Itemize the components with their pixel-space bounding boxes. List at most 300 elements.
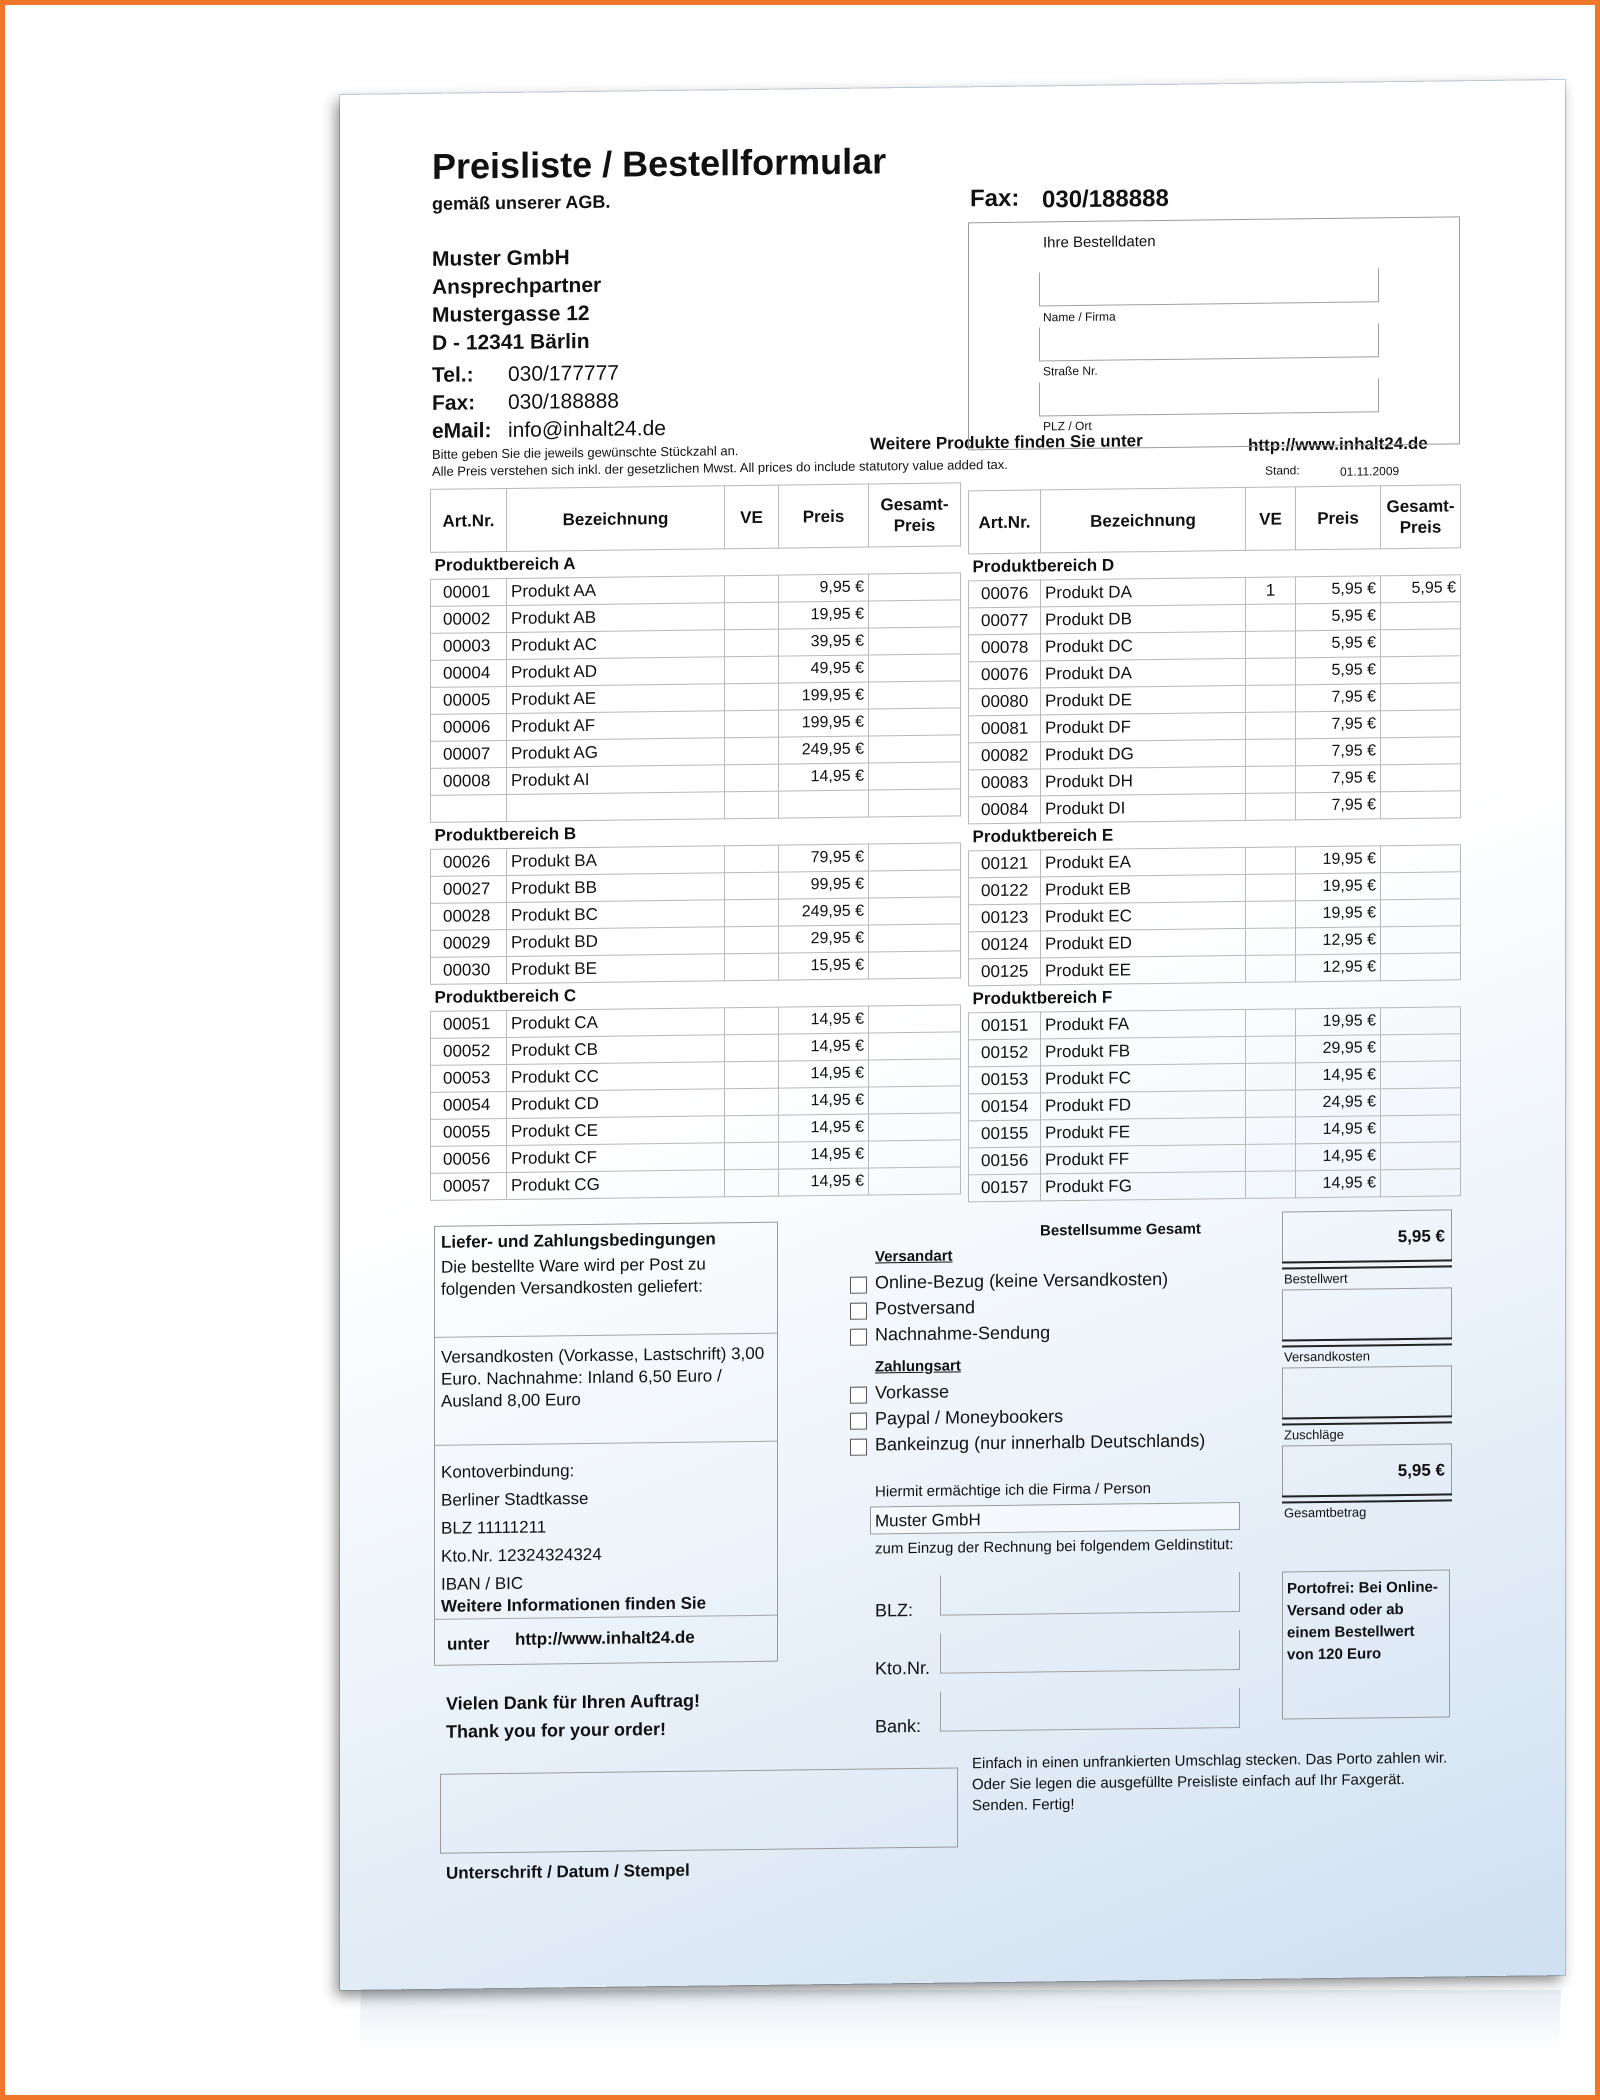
thanks-block xyxy=(446,1687,700,1746)
total-price-cell xyxy=(869,870,961,898)
price-cell: 7,95 € xyxy=(1296,684,1381,712)
quantity-cell[interactable]: 1 xyxy=(1246,577,1296,605)
product-name: Produkt FB xyxy=(1041,1036,1246,1066)
shipping-costs-text: Versandkosten (Vorkasse, Lastschrift) 3,00 Euro. Nachnahme: Inland 6,50 Euro / Ausland 8,00 Euro xyxy=(441,1343,765,1411)
section-title: Produktbereich F xyxy=(969,980,1461,1013)
info-prefix: unter xyxy=(447,1634,490,1654)
product-name: Produkt AI xyxy=(507,765,725,795)
total-price-cell: 5,95 € xyxy=(1381,575,1461,603)
vat-note: Alle Preis verstehen sich inkl. der gesetzlichen Mwst. All prices do include statutory value added tax. xyxy=(432,456,1008,479)
article-number: 00124 xyxy=(969,931,1041,959)
total-price-cell xyxy=(1381,1034,1461,1062)
quantity-cell[interactable] xyxy=(725,683,779,711)
product-name: Produkt EC xyxy=(1041,901,1246,931)
city: D - 12341 Bärlin xyxy=(432,329,590,355)
total-price-cell xyxy=(1381,656,1461,684)
quantity-cell[interactable] xyxy=(1246,766,1296,794)
product-name: Produkt DA xyxy=(1041,577,1246,607)
total-price-cell xyxy=(869,843,961,871)
col-ve: VE xyxy=(1246,487,1296,551)
terms-text: Die bestellte Ware wird per Post zu folgenden Versandkosten geliefert: xyxy=(441,1254,706,1299)
price-cell: 14,95 € xyxy=(779,1060,869,1088)
contact-person: Ansprechpartner xyxy=(432,273,602,299)
price-table-right xyxy=(968,484,1461,1202)
col-gesamt: Gesamt-Preis xyxy=(1381,485,1461,549)
price-cell: 19,95 € xyxy=(1296,873,1381,901)
article-number: 00082 xyxy=(969,742,1041,770)
article-number: 00076 xyxy=(969,661,1041,689)
product-name: Produkt EB xyxy=(1041,874,1246,904)
quantity-cell[interactable] xyxy=(1246,793,1296,821)
price-cell: 12,95 € xyxy=(1296,927,1381,955)
more-products-text: Weitere Produkte finden Sie unter xyxy=(870,431,1143,454)
debit-intro2: zum Einzug der Rechnung bei folgendem Geldinstitut: xyxy=(875,1536,1234,1558)
checkbox-bankeinzug[interactable] xyxy=(850,1439,867,1456)
total-price-cell xyxy=(869,681,961,709)
article-number: 00056 xyxy=(431,1145,507,1173)
total-price-cell xyxy=(869,1113,961,1141)
price-cell: 5,95 € xyxy=(1296,576,1381,604)
col-art: Art.Nr. xyxy=(969,490,1041,554)
product-name: Produkt BC xyxy=(507,900,725,930)
bank-iban: IBAN / BIC xyxy=(441,1573,524,1594)
total-price-cell xyxy=(1381,602,1461,630)
product-name: Produkt FE xyxy=(1041,1117,1246,1147)
price-cell: 29,95 € xyxy=(779,925,869,953)
col-bez: Bezeichnung xyxy=(507,486,725,552)
quantity-cell[interactable] xyxy=(1246,1090,1296,1118)
checkbox-post[interactable] xyxy=(850,1303,867,1320)
price-cell: 14,95 € xyxy=(779,1006,869,1034)
total-price-cell xyxy=(1381,1169,1461,1197)
quantity-cell[interactable] xyxy=(725,1061,779,1089)
article-number: 00028 xyxy=(431,902,507,930)
quantity-cell[interactable] xyxy=(1246,658,1296,686)
article-number: 00081 xyxy=(969,715,1041,743)
quantity-cell[interactable] xyxy=(1246,847,1296,875)
price-cell: 7,95 € xyxy=(1296,738,1381,766)
quantity-cell[interactable] xyxy=(725,575,779,603)
product-name: Produkt EA xyxy=(1041,847,1246,877)
city-field-label: PLZ / Ort xyxy=(1043,418,1092,434)
quantity-cell[interactable] xyxy=(1246,631,1296,659)
article-number: 00078 xyxy=(969,634,1041,662)
tel-label: Tel.: xyxy=(432,363,474,387)
versandkosten-box xyxy=(1282,1287,1452,1341)
quantity-cell[interactable] xyxy=(725,1142,779,1170)
price-cell: 79,95 € xyxy=(779,844,869,872)
product-row xyxy=(969,1169,1461,1202)
product-name: Produkt CF xyxy=(507,1143,725,1173)
blz-field[interactable] xyxy=(940,1572,1240,1616)
order-data-box xyxy=(968,216,1460,450)
price-cell: 249,95 € xyxy=(779,898,869,926)
total-price-cell xyxy=(1381,791,1461,819)
col-ve: VE xyxy=(725,485,779,549)
article-number: 00154 xyxy=(969,1093,1041,1121)
article-number: 00002 xyxy=(431,605,507,633)
street: Mustergasse 12 xyxy=(432,301,590,327)
quantity-cell[interactable] xyxy=(725,764,779,792)
price-cell: 19,95 € xyxy=(779,601,869,629)
quantity-cell[interactable] xyxy=(725,1007,779,1035)
product-name: Produkt BD xyxy=(507,927,725,957)
bank-details xyxy=(441,1457,602,1599)
total-price-cell xyxy=(869,1140,961,1168)
total-price-cell xyxy=(869,1167,961,1195)
total-price-cell xyxy=(1381,899,1461,927)
total-price-cell xyxy=(869,1086,961,1114)
price-cell: 14,95 € xyxy=(779,1141,869,1169)
price-cell: 49,95 € xyxy=(779,655,869,683)
article-number xyxy=(431,794,507,822)
article-number: 00004 xyxy=(431,659,507,687)
checkbox-vorkasse[interactable] xyxy=(850,1387,867,1404)
fax-value: 030/188888 xyxy=(508,389,619,414)
quantity-cell[interactable] xyxy=(725,710,779,738)
quantity-cell[interactable] xyxy=(725,1115,779,1143)
price-cell: 19,95 € xyxy=(1296,846,1381,874)
quantity-cell[interactable] xyxy=(1246,1063,1296,1091)
quantity-note: Bitte geben Sie die jeweils gewünschte Stückzahl an. xyxy=(432,443,739,462)
product-name: Produkt EE xyxy=(1041,955,1246,985)
total-price-cell xyxy=(1381,1142,1461,1170)
zuschlaege-box xyxy=(1282,1365,1452,1419)
article-number: 00077 xyxy=(969,607,1041,635)
fax-note: Einfach in einen unfrankierten Umschlag stecken. Das Porto zahlen wir. Oder Sie legen die ausgefüllte Preisliste einfach auf Ihr Faxgerät. Senden. Fertig! xyxy=(972,1749,1448,1815)
quantity-cell[interactable] xyxy=(1246,955,1296,983)
quantity-cell[interactable] xyxy=(1246,1117,1296,1145)
bank-account: Kto.Nr. 12324324324 xyxy=(441,1544,602,1566)
option-bankeinzug: Bankeinzug (nur innerhalb Deutschlands) xyxy=(875,1430,1206,1455)
total-price-cell xyxy=(1381,1061,1461,1089)
article-number: 00003 xyxy=(431,632,507,660)
kto-label: Kto.Nr. xyxy=(875,1657,931,1679)
terms-box xyxy=(434,1222,778,1666)
city-field[interactable] xyxy=(1039,378,1379,416)
price-cell: 24,95 € xyxy=(1296,1089,1381,1117)
order-fax-value: 030/188888 xyxy=(1042,184,1169,214)
bestellwert-value: 5,95 € xyxy=(1397,1226,1445,1247)
versandart-title: Versandart xyxy=(875,1247,953,1266)
price-cell: 14,95 € xyxy=(1296,1116,1381,1144)
page-subtitle: gemäß unserer AGB. xyxy=(432,191,611,214)
quantity-cell[interactable] xyxy=(725,1088,779,1116)
blz-label: BLZ: xyxy=(875,1599,914,1621)
article-number: 00156 xyxy=(969,1147,1041,1175)
quantity-cell[interactable] xyxy=(725,791,779,819)
article-number: 00051 xyxy=(431,1010,507,1038)
price-cell: 19,95 € xyxy=(1296,900,1381,928)
checkbox-online[interactable] xyxy=(850,1277,867,1294)
product-name: Produkt DH xyxy=(1041,766,1246,796)
debit-name-value: Muster GmbH xyxy=(875,1510,981,1531)
company-name: Muster GmbH xyxy=(432,246,570,271)
article-number: 00005 xyxy=(431,686,507,714)
product-name: Produkt AD xyxy=(507,657,725,687)
article-number: 00122 xyxy=(969,877,1041,905)
product-name xyxy=(507,792,725,822)
contact-block xyxy=(432,359,666,446)
total-price-cell xyxy=(1381,737,1461,765)
article-number: 00123 xyxy=(969,904,1041,932)
quantity-cell[interactable] xyxy=(1246,739,1296,767)
total-price-cell xyxy=(1381,1115,1461,1143)
product-name: Produkt AB xyxy=(507,603,725,633)
section-title: Produktbereich B xyxy=(431,816,961,849)
zahlungsart-title: Zahlungsart xyxy=(875,1357,961,1376)
price-cell: 5,95 € xyxy=(1296,603,1381,631)
product-name: Produkt DG xyxy=(1041,739,1246,769)
article-number: 00006 xyxy=(431,713,507,741)
article-number: 00084 xyxy=(969,796,1041,824)
quantity-cell[interactable] xyxy=(1246,1144,1296,1172)
product-name: Produkt AG xyxy=(507,738,725,768)
product-row xyxy=(431,1167,961,1200)
thanks-de: Vielen Dank für Ihren Auftrag! xyxy=(446,1690,701,1714)
price-cell: 15,95 € xyxy=(779,952,869,980)
section-title: Produktbereich A xyxy=(431,546,961,579)
email-label: eMail: xyxy=(432,419,492,443)
quantity-cell[interactable] xyxy=(725,872,779,900)
price-cell: 39,95 € xyxy=(779,628,869,656)
quantity-cell[interactable] xyxy=(1246,874,1296,902)
price-cell: 14,95 € xyxy=(779,1033,869,1061)
total-price-cell xyxy=(869,924,961,952)
quantity-cell[interactable] xyxy=(725,656,779,684)
stand-label: Stand: xyxy=(1265,463,1300,478)
quantity-cell[interactable] xyxy=(1246,1171,1296,1199)
price-cell: 9,95 € xyxy=(779,574,869,602)
quantity-cell[interactable] xyxy=(725,602,779,630)
option-online: Online-Bezug (keine Versandkosten) xyxy=(875,1268,1169,1293)
col-preis: Preis xyxy=(779,484,869,548)
double-rule xyxy=(1282,1259,1452,1269)
total-price-cell xyxy=(869,1005,961,1033)
product-name: Produkt FA xyxy=(1041,1009,1246,1039)
price-cell: 12,95 € xyxy=(1296,954,1381,982)
bestellwert-box xyxy=(1282,1209,1452,1263)
total-price-cell xyxy=(1381,629,1461,657)
total-price-cell xyxy=(869,573,961,601)
quantity-cell[interactable] xyxy=(1246,604,1296,632)
gesamtbetrag-label: Gesamtbetrag xyxy=(1284,1504,1367,1521)
total-price-cell xyxy=(869,789,961,817)
versandkosten-label: Versandkosten xyxy=(1284,1348,1371,1365)
price-cell: 7,95 € xyxy=(1296,711,1381,739)
total-price-cell xyxy=(1381,1007,1461,1035)
quantity-cell[interactable] xyxy=(725,1034,779,1062)
bank-name: Berliner Stadtkasse xyxy=(441,1488,589,1510)
quantity-cell[interactable] xyxy=(1246,712,1296,740)
product-name: Produkt CC xyxy=(507,1062,725,1092)
price-cell: 14,95 € xyxy=(779,1087,869,1115)
article-number: 00055 xyxy=(431,1118,507,1146)
product-name: Produkt BB xyxy=(507,873,725,903)
product-name: Produkt BA xyxy=(507,846,725,876)
article-number: 00083 xyxy=(969,769,1041,797)
article-number: 00030 xyxy=(431,956,507,984)
bank-heading: Kontoverbindung: xyxy=(441,1461,575,1482)
street-field-label: Straße Nr. xyxy=(1043,363,1098,379)
email-value: info@inhalt24.de xyxy=(508,417,666,442)
checkbox-nachnahme[interactable] xyxy=(850,1329,867,1346)
option-paypal: Paypal / Moneybookers xyxy=(875,1406,1064,1429)
terms-title: Liefer- und Zahlungsbedingungen xyxy=(441,1229,716,1252)
street-field[interactable] xyxy=(1039,323,1379,361)
article-number: 00007 xyxy=(431,740,507,768)
double-rule xyxy=(1282,1337,1452,1347)
total-price-cell xyxy=(1381,845,1461,873)
debit-intro: Hiermit ermächtige ich die Firma / Person xyxy=(875,1480,1151,1501)
total-price-cell xyxy=(869,600,961,628)
article-number: 00157 xyxy=(969,1174,1041,1202)
price-cell: 14,95 € xyxy=(779,763,869,791)
page-title: Preisliste / Bestellformular xyxy=(432,140,887,187)
quantity-cell[interactable] xyxy=(1246,1036,1296,1064)
gesamtbetrag-box xyxy=(1282,1443,1452,1497)
price-table-left xyxy=(430,482,961,1200)
section-title: Produktbereich C xyxy=(431,978,961,1011)
section-title: Produktbereich D xyxy=(969,548,1461,581)
quantity-cell[interactable] xyxy=(725,737,779,765)
product-name: Produkt CD xyxy=(507,1089,725,1119)
order-sum-title: Bestellsumme Gesamt xyxy=(1040,1220,1201,1240)
signature-box[interactable] xyxy=(440,1767,958,1853)
checkbox-paypal[interactable] xyxy=(850,1413,867,1430)
article-number: 00125 xyxy=(969,958,1041,986)
article-number: 00076 xyxy=(969,580,1041,608)
price-cell: 249,95 € xyxy=(779,736,869,764)
quantity-cell[interactable] xyxy=(725,899,779,927)
product-name: Produkt DA xyxy=(1041,658,1246,688)
quantity-cell[interactable] xyxy=(725,953,779,981)
bestellwert-label: Bestellwert xyxy=(1284,1270,1348,1287)
bank-label: Bank: xyxy=(875,1715,922,1737)
debit-name-field[interactable] xyxy=(870,1502,1240,1535)
divider xyxy=(435,1441,777,1446)
article-number: 00121 xyxy=(969,850,1041,878)
total-price-cell xyxy=(1381,872,1461,900)
total-price-cell xyxy=(869,654,961,682)
product-name: Produkt CA xyxy=(507,1008,725,1038)
price-cell: 199,95 € xyxy=(779,709,869,737)
tel-value: 030/177777 xyxy=(508,361,619,386)
stand-date: 01.11.2009 xyxy=(1340,464,1400,479)
price-cell: 14,95 € xyxy=(1296,1170,1381,1198)
article-number: 00151 xyxy=(969,1012,1041,1040)
article-number: 00152 xyxy=(969,1039,1041,1067)
article-number: 00080 xyxy=(969,688,1041,716)
total-price-cell xyxy=(1381,764,1461,792)
price-cell: 19,95 € xyxy=(1296,1008,1381,1036)
quantity-cell[interactable] xyxy=(725,845,779,873)
article-number: 00029 xyxy=(431,929,507,957)
quantity-cell[interactable] xyxy=(1246,1009,1296,1037)
quantity-cell[interactable] xyxy=(1246,685,1296,713)
total-price-cell xyxy=(1381,953,1461,981)
kto-field[interactable] xyxy=(940,1630,1240,1674)
price-cell: 14,95 € xyxy=(779,1168,869,1196)
product-name: Produkt AC xyxy=(507,630,725,660)
total-price-cell xyxy=(1381,926,1461,954)
price-cell: 29,95 € xyxy=(1296,1035,1381,1063)
total-price-cell xyxy=(869,1059,961,1087)
product-name: Produkt FF xyxy=(1041,1144,1246,1174)
total-price-cell xyxy=(869,1032,961,1060)
product-name: Produkt AF xyxy=(507,711,725,741)
product-name: Produkt CG xyxy=(507,1170,725,1200)
col-preis: Preis xyxy=(1296,486,1381,550)
more-products-url[interactable]: http://www.inhalt24.de xyxy=(1248,433,1428,455)
product-name: Produkt DB xyxy=(1041,604,1246,634)
portofrei-text: Portofrei: Bei Online-Versand oder ab einem Bestellwert von 120 Euro xyxy=(1287,1578,1438,1664)
paper-reflection xyxy=(359,1990,1561,2050)
info-title: Weitere Informationen finden Sie xyxy=(441,1593,707,1616)
col-bez: Bezeichnung xyxy=(1041,487,1246,553)
article-number: 00155 xyxy=(969,1120,1041,1148)
article-number: 00001 xyxy=(431,578,507,606)
portofrei-box xyxy=(1282,1569,1450,1719)
article-number: 00026 xyxy=(431,848,507,876)
price-cell: 99,95 € xyxy=(779,871,869,899)
option-vorkasse: Vorkasse xyxy=(875,1381,950,1403)
name-field-label: Name / Firma xyxy=(1043,309,1116,325)
total-price-cell xyxy=(1381,1088,1461,1116)
product-name: Produkt FG xyxy=(1041,1171,1246,1201)
total-price-cell xyxy=(869,762,961,790)
total-price-cell xyxy=(1381,710,1461,738)
product-name: Produkt BE xyxy=(507,954,725,984)
fax-label: Fax: xyxy=(432,391,476,415)
document-page xyxy=(340,80,1565,1990)
quantity-cell[interactable] xyxy=(725,926,779,954)
article-number: 00057 xyxy=(431,1172,507,1200)
quantity-cell[interactable] xyxy=(725,629,779,657)
bank-field[interactable] xyxy=(940,1688,1240,1732)
double-rule xyxy=(1282,1493,1452,1503)
product-name: Produkt DC xyxy=(1041,631,1246,661)
price-cell: 199,95 € xyxy=(779,682,869,710)
product-name: Produkt DI xyxy=(1041,793,1246,823)
product-name: Produkt AA xyxy=(507,576,725,606)
product-name: Produkt CB xyxy=(507,1035,725,1065)
price-cell: 7,95 € xyxy=(1296,792,1381,820)
quantity-cell[interactable] xyxy=(725,1169,779,1197)
article-number: 00052 xyxy=(431,1037,507,1065)
quantity-cell[interactable] xyxy=(1246,928,1296,956)
option-nachnahme: Nachnahme-Sendung xyxy=(875,1322,1051,1345)
price-cell: 14,95 € xyxy=(779,1114,869,1142)
thanks-en: Thank you for your order! xyxy=(446,1719,667,1742)
name-field[interactable] xyxy=(1039,268,1379,306)
info-url[interactable]: http://www.inhalt24.de xyxy=(515,1627,695,1649)
col-art: Art.Nr. xyxy=(431,488,507,552)
option-post: Postversand xyxy=(875,1297,976,1319)
price-cell: 7,95 € xyxy=(1296,765,1381,793)
double-rule xyxy=(1282,1415,1452,1425)
article-number: 00054 xyxy=(431,1091,507,1119)
total-price-cell xyxy=(869,951,961,979)
total-price-cell xyxy=(869,735,961,763)
signature-label: Unterschrift / Datum / Stempel xyxy=(446,1860,690,1883)
product-name: Produkt AE xyxy=(507,684,725,714)
company-address xyxy=(432,244,601,358)
total-price-cell xyxy=(869,708,961,736)
price-cell: 14,95 € xyxy=(1296,1143,1381,1171)
quantity-cell[interactable] xyxy=(1246,901,1296,929)
article-number: 00053 xyxy=(431,1064,507,1092)
